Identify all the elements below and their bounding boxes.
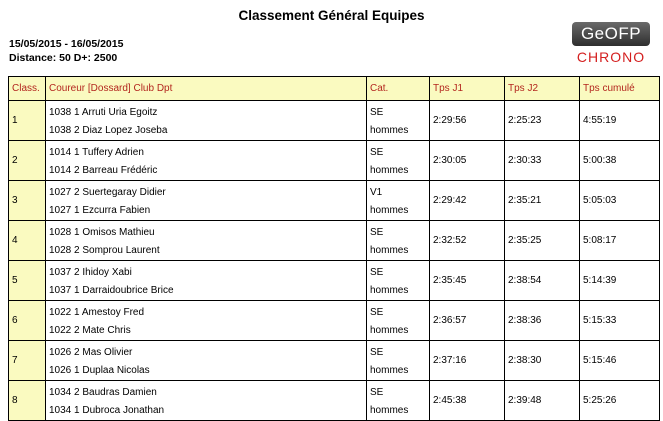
- runners-cell: [46, 221, 367, 261]
- category-code: SE: [370, 227, 384, 238]
- runners-cell: [46, 101, 367, 141]
- category-cell: [367, 181, 430, 221]
- time-j2-cell: 2:39:48: [505, 381, 580, 421]
- category-gender: hommes: [370, 165, 409, 176]
- page-title: Classement Général Equipes: [238, 8, 425, 23]
- runners-cell: [46, 181, 367, 221]
- table-row: [9, 181, 660, 221]
- runner-name: 1028 2 Somprou Laurent: [49, 245, 160, 256]
- runner-name: 1037 1 Darraidoubrice Brice: [49, 285, 174, 296]
- time-j1-cell: 2:35:45: [430, 261, 505, 301]
- time-total-cell: 5:08:17: [580, 221, 660, 261]
- category-cell: [367, 101, 430, 141]
- time-total-cell: 5:15:33: [580, 301, 660, 341]
- time-j2-cell: 2:35:25: [505, 221, 580, 261]
- runner-name: 1022 2 Mate Chris: [49, 325, 131, 336]
- time-total-cell: 5:00:38: [580, 141, 660, 181]
- runner-name: 1034 1 Dubroca Jonathan: [49, 405, 165, 416]
- runner-name: 1027 2 Suertegaray Didier: [49, 187, 166, 198]
- runner-name: 1038 1 Arruti Uria Egoitz: [49, 107, 158, 118]
- runners-cell: [46, 301, 367, 341]
- time-j1-cell: 2:29:42: [430, 181, 505, 221]
- rank-cell: 7: [9, 341, 46, 381]
- runner-name: 1014 2 Barreau Frédéric: [49, 165, 158, 176]
- table-header-row: [9, 77, 660, 101]
- category-code: V1: [370, 187, 383, 198]
- category-gender: hommes: [370, 405, 409, 416]
- category-gender: hommes: [370, 125, 409, 136]
- category-code: SE: [370, 267, 384, 278]
- logo-wordmark: GeOFP: [572, 22, 650, 46]
- category-gender: hommes: [370, 285, 409, 296]
- category-cell: [367, 261, 430, 301]
- col-header-time-j1: Tps J1: [430, 77, 505, 101]
- category-code: SE: [370, 307, 384, 318]
- results-table: [8, 76, 660, 421]
- logo-chrono-text: CHRONO: [576, 49, 646, 65]
- category-cell: [367, 301, 430, 341]
- time-total-cell: 5:25:26: [580, 381, 660, 421]
- runner-name: 1037 2 Ihidoy Xabi: [49, 267, 132, 278]
- time-total-cell: 5:05:03: [580, 181, 660, 221]
- runner-name: 1028 1 Omisos Mathieu: [49, 227, 155, 238]
- runners-cell: [46, 261, 367, 301]
- time-j1-cell: 2:32:52: [430, 221, 505, 261]
- event-dates: 15/05/2015 - 16/05/2015: [9, 38, 124, 50]
- runners-cell: [46, 381, 367, 421]
- time-j1-cell: 2:37:16: [430, 341, 505, 381]
- category-code: SE: [370, 387, 384, 398]
- table-row: [9, 221, 660, 261]
- category-cell: [367, 141, 430, 181]
- time-total-cell: 5:15:46: [580, 341, 660, 381]
- rank-cell: 8: [9, 381, 46, 421]
- runner-name: 1014 1 Tuffery Adrien: [49, 147, 144, 158]
- col-header-class: Class.: [9, 77, 46, 101]
- category-gender: hommes: [370, 325, 409, 336]
- rank-cell: 6: [9, 301, 46, 341]
- category-gender: hommes: [370, 205, 409, 216]
- time-j1-cell: 2:36:57: [430, 301, 505, 341]
- table-row: [9, 301, 660, 341]
- runners-cell: [46, 141, 367, 181]
- table-row: [9, 381, 660, 421]
- event-distance: Distance: 50 D+: 2500: [9, 52, 118, 64]
- col-header-runner: Coureur [Dossard] Club Dpt: [46, 77, 367, 101]
- category-gender: hommes: [370, 365, 409, 376]
- time-j2-cell: 2:38:30: [505, 341, 580, 381]
- category-code: SE: [370, 107, 384, 118]
- rank-cell: 5: [9, 261, 46, 301]
- runner-name: 1034 2 Baudras Damien: [49, 387, 157, 398]
- time-j2-cell: 2:38:36: [505, 301, 580, 341]
- col-header-time-total: Tps cumulé: [580, 77, 660, 101]
- runner-name: 1022 1 Amestoy Fred: [49, 307, 145, 318]
- table-row: [9, 101, 660, 141]
- rank-cell: 1: [9, 101, 46, 141]
- time-j1-cell: 2:45:38: [430, 381, 505, 421]
- runner-name: 1038 2 Diaz Lopez Joseba: [49, 125, 168, 136]
- time-j2-cell: 2:30:33: [505, 141, 580, 181]
- rank-cell: 3: [9, 181, 46, 221]
- table-row: [9, 141, 660, 181]
- time-total-cell: 4:55:19: [580, 101, 660, 141]
- time-j1-cell: 2:29:56: [430, 101, 505, 141]
- table-row: [9, 341, 660, 381]
- runner-name: 1026 1 Duplaa Nicolas: [49, 365, 150, 376]
- category-gender: hommes: [370, 245, 409, 256]
- geofp-chrono-logo: [572, 22, 650, 68]
- category-cell: [367, 341, 430, 381]
- time-j1-cell: 2:30:05: [430, 141, 505, 181]
- table-row: [9, 261, 660, 301]
- time-j2-cell: 2:38:54: [505, 261, 580, 301]
- runners-cell: [46, 341, 367, 381]
- runner-name: 1027 1 Ezcurra Fabien: [49, 205, 151, 216]
- rank-cell: 2: [9, 141, 46, 181]
- category-cell: [367, 381, 430, 421]
- time-total-cell: 5:14:39: [580, 261, 660, 301]
- col-header-time-j2: Tps J2: [505, 77, 580, 101]
- time-j2-cell: 2:35:21: [505, 181, 580, 221]
- col-header-category: Cat.: [367, 77, 430, 101]
- category-code: SE: [370, 347, 384, 358]
- category-cell: [367, 221, 430, 261]
- runner-name: 1026 2 Mas Olivier: [49, 347, 133, 358]
- time-j2-cell: 2:25:23: [505, 101, 580, 141]
- rank-cell: 4: [9, 221, 46, 261]
- category-code: SE: [370, 147, 384, 158]
